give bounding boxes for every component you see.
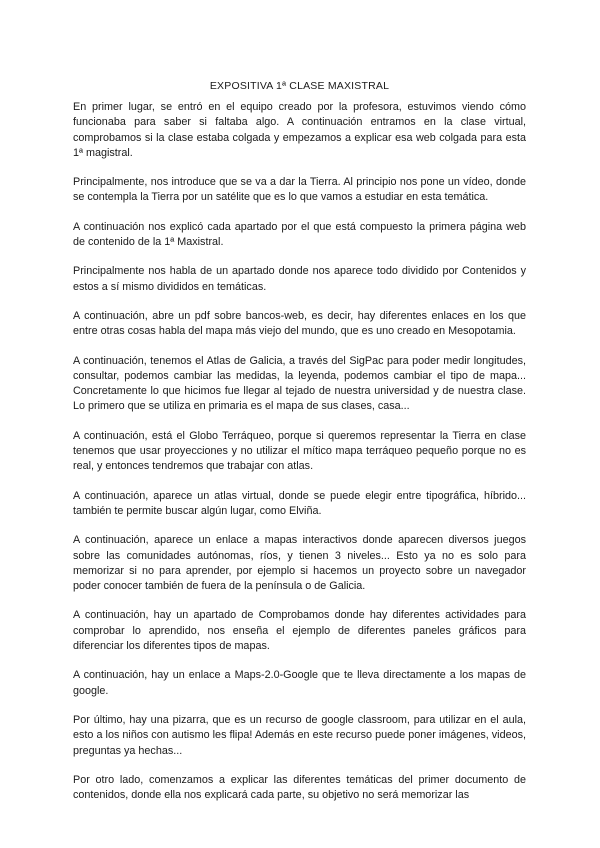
paragraph: A continuación, aparece un enlace a mapas interactivos donde aparecen diversos juegos sobre las comunidades autónomas, ríos, y tienen 3 niveles... Esto ya no es solo para memorizar si no para aprender, por ejemplo si hacemos un proyecto sobre un navegador poder conocer también de fuera de la península o de Galicia.	[73, 534, 526, 593]
paragraph: A continuación, tenemos el Atlas de Galicia, a través del SigPac para poder medir longitudes, consultar, podemos cambiar las medidas, la leyenda, podemos cambiar el tipo de mapa... Concretamente lo que hicimos fue llegar al tejado de nuestra universidad y de nuestra clase. Lo primero que se utiliza en primaria es el mapa de sus clases, casa...	[73, 354, 526, 413]
paragraph: A continuación, hay un enlace a Maps-2.0-Google que te lleva directamente a los mapas de google.	[73, 669, 526, 697]
paragraph: Por último, hay una pizarra, que es un recurso de google classroom, para utilizar en el aula, esto a los niños con autismo les flipa! Además en este recurso puede poner imágenes, videos, preguntas ya hechas...	[73, 713, 526, 757]
paragraph: A continuación, está el Globo Terráqueo, porque si queremos representar la Tierra en clase tenemos que usar proyecciones y no utilizar el mítico mapa terráqueo pequeño porque no es real, y entonces tendremos que trabajar con atlas.	[73, 429, 526, 473]
paragraph: A continuación, abre un pdf sobre bancos-web, es decir, hay diferentes enlaces en los que entre otras cosas habla del mapa más viejo del mundo, que es uno creado en Mesopotamia.	[73, 309, 526, 338]
document-title: EXPOSITIVA 1ª CLASE MAXISTRAL	[209, 80, 390, 92]
paragraph: Principalmente, nos introduce que se va a dar la Tierra. Al principio nos pone un vídeo, donde se contempla la Tierra por un satélite que es lo que vamos a estudiar en esta temática.	[73, 176, 526, 204]
paragraph: En primer lugar, se entró en el equipo creado por la profesora, estuvimos viendo cómo funcionaba para saber si faltaba algo. A continuación entramos en la clase virtual, comprobamos si la clase estaba colgada y empezamos a explicar esa web colgada para esta 1ª magistral.	[73, 101, 526, 159]
paragraph: A continuación, aparece un atlas virtual, donde se puede elegir entre tipográfica, híbrido... también te permite buscar algún lugar, como Elviña.	[73, 489, 526, 517]
paragraph: A continuación, hay un apartado de Comprobamos donde hay diferentes actividades para comprobar lo aprendido, nos enseña el ejemplo de diferentes paneles gráficos para diferenciar los diferentes tipos de mapas.	[73, 609, 526, 653]
paragraph: Por otro lado, comenzamos a explicar las diferentes temáticas del primer documento de contenidos, donde ella nos explicará cada parte, su objetivo no será memorizar las	[73, 773, 526, 802]
document-page	[73, 80, 526, 803]
paragraph: Principalmente nos habla de un apartado donde nos aparece todo dividido por Contenidos y estos a sí mismo divididos en temáticas.	[73, 265, 526, 293]
paragraph: A continuación nos explicó cada apartado por el que está compuesto la primera página web de contenido de la 1ª Maxistral.	[73, 220, 526, 249]
